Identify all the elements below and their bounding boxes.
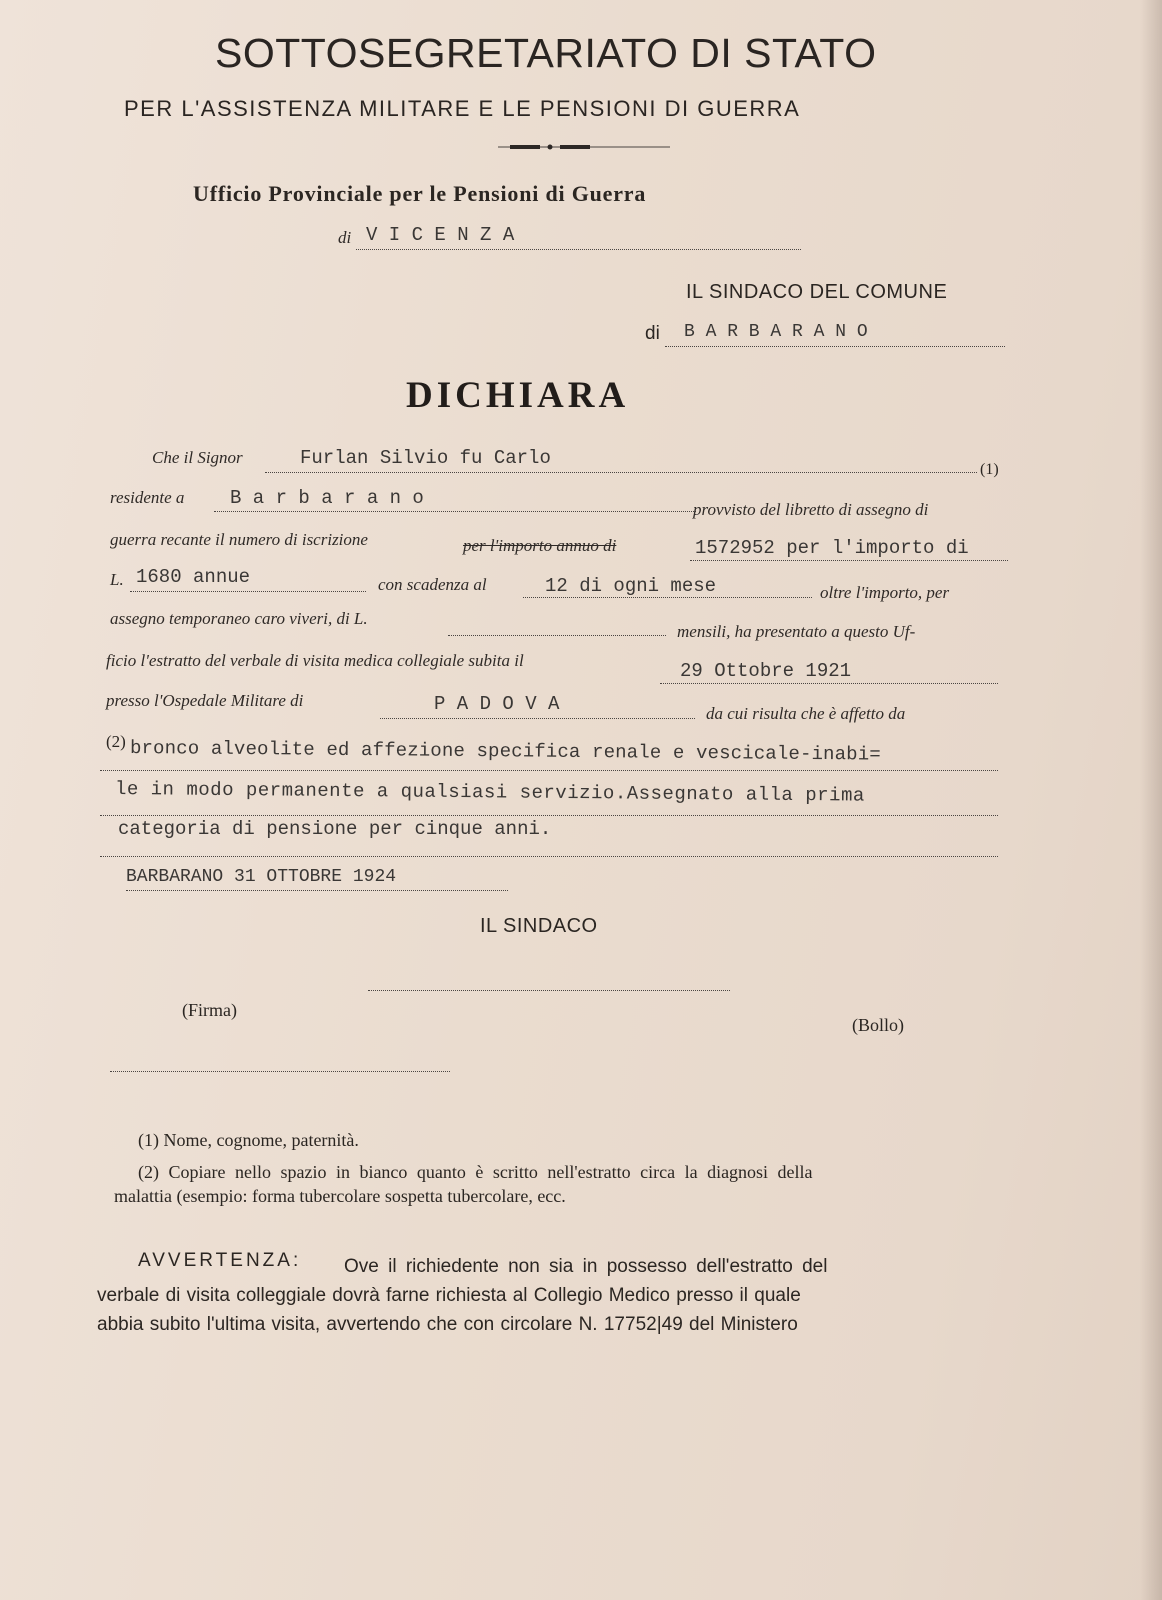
form-label-verbale: ficio l'estratto del verbale di visita medica collegiale subita il (106, 651, 524, 670)
page-edge-shadow (1140, 0, 1162, 1600)
annual-amount: 1680 annue (136, 566, 251, 588)
bollo-label: (Bollo) (852, 1015, 904, 1035)
ornament-divider (498, 140, 670, 154)
form-label-residente: residente a (110, 488, 185, 507)
footnote-2-line-1: (2) Copiare nello spazio in bianco quanto è scritto nell'estratto circa la diagnosi della (138, 1162, 813, 1182)
form-label-libretto: provvisto del libretto di assegno di (693, 500, 929, 519)
signature-line (368, 990, 730, 991)
form-label-signor: Che il Signor (152, 448, 243, 467)
diagnosis-rule-3 (100, 856, 998, 857)
struck-import-text: per l'importo annuo di (463, 536, 617, 555)
name-line (265, 472, 977, 473)
form-label-mensili: mensili, ha presentato a questo Uf- (677, 622, 916, 641)
temp-allowance-line (448, 635, 666, 636)
warning-line-1: Ove il richiedente non sia in possesso dell'estratto del (344, 1256, 828, 1277)
office-city: V I C E N Z A (366, 224, 515, 246)
document-title: SOTTOSEGRETARIATO DI STATO (215, 30, 877, 76)
footnote-2-line-2: malattia (esempio: forma tubercolare sospetta tubercolare, ecc. (114, 1186, 566, 1206)
form-label-scadenza: con scadenza al (378, 575, 487, 594)
diagnosis-rule-2 (100, 815, 998, 816)
residence-line (214, 511, 696, 512)
due-date: 12 di ogni mese (545, 575, 717, 597)
holder-name: Furlan Silvio fu Carlo (300, 447, 551, 469)
form-label-affetto: da cui risulta che è affetto da (706, 704, 906, 723)
warning-line-3: abbia subito l'ultima visita, avvertendo che con circolare N. 17752|49 del Ministero (97, 1314, 798, 1335)
form-label-oltre: oltre l'importo, per (820, 583, 950, 602)
note2-marker: (2) (106, 732, 126, 751)
mayor-line: IL SINDACO DEL COMUNE (686, 281, 948, 303)
amount-line (130, 591, 366, 592)
office-prefix: di (338, 228, 352, 247)
visit-date-line (660, 683, 998, 684)
mayor-prefix: di (645, 323, 660, 344)
registration-number: 1572952 per l'importo di (695, 537, 969, 559)
form-label-lire: L. (110, 570, 124, 589)
mayor-comune: B A R B A R A N O (684, 322, 868, 342)
mayor-signature-title: IL SINDACO (480, 915, 598, 937)
form-label-ospedale: presso l'Ospedale Militare di (106, 691, 304, 710)
residence-value: B a r b a r a n o (230, 487, 424, 509)
diagnosis-line-3: categoria di pensione per cinque anni. (118, 818, 552, 840)
hospital-city: P A D O V A (434, 693, 560, 715)
place-date-line (126, 890, 508, 891)
visit-date: 29 Ottobre 1921 (680, 660, 852, 682)
note1-marker: (1) (980, 461, 999, 478)
footnote-1: (1) Nome, cognome, paternità. (138, 1130, 359, 1150)
place-date: BARBARANO 31 OTTOBRE 1924 (126, 867, 397, 887)
office-city-line (356, 249, 801, 250)
document-subtitle: PER L'ASSISTENZA MILITARE E LE PENSIONI DI GUERRA (124, 96, 801, 121)
mayor-comune-line (665, 346, 1005, 347)
diagnosis-rule-1 (100, 770, 998, 771)
registration-line (690, 560, 1008, 561)
warning-line-2: verbale di visita colleggiale dovrà farne richiesta al Collegio Medico presso il quale (97, 1285, 801, 1306)
due-date-line (523, 597, 812, 598)
office-name: Ufficio Provinciale per le Pensioni di Guerra (193, 181, 647, 206)
declaration-heading: DICHIARA (406, 375, 630, 416)
firma-line (110, 1071, 450, 1072)
form-label-caro-viveri: assegno temporaneo caro viveri, di L. (110, 609, 368, 628)
hospital-line (380, 718, 695, 719)
firma-label: (Firma) (182, 1000, 237, 1020)
warning-label: AVVERTENZA: (138, 1250, 302, 1271)
diagnosis-line-1: bronco alveolite ed affezione specifica renale e vescicale-inabi= (129, 737, 881, 766)
diagnosis-line-2: le in modo permanente a qualsiasi servizio.Assegnato alla prima (114, 778, 865, 807)
form-label-iscrizione: guerra recante il numero di iscrizione (110, 530, 368, 549)
